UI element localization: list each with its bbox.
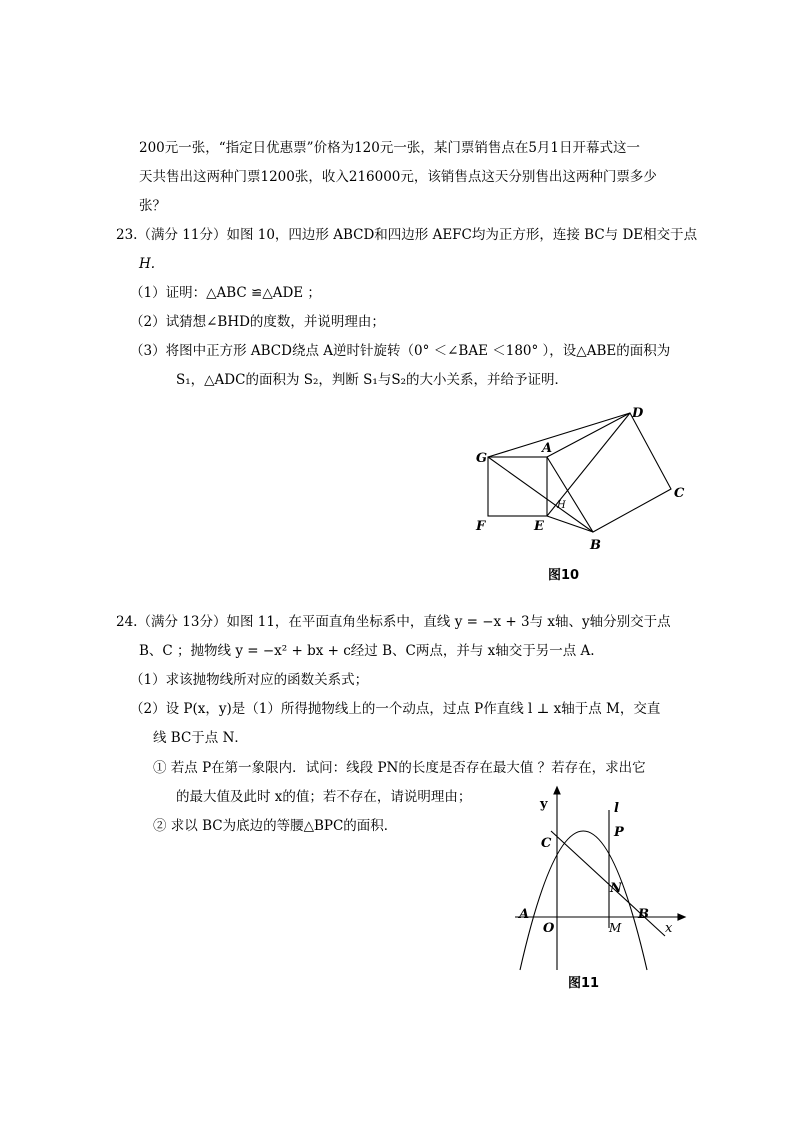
segment-eb: [547, 516, 593, 532]
problem24-part2-cont: 线 BC于点 N．: [153, 730, 248, 746]
figure-11: [510, 780, 690, 980]
label-l: l: [614, 801, 619, 816]
problem24-header: 24.（满分 13分）如图 11，在平面直角坐标系中，直线 y = −x + 3与 x轴、y轴分别交于点: [116, 614, 671, 630]
problem24-header-cont: B、C ；抛物线 y = −x² + bx + c经过 B、C两点，并与 x轴交于另一点 A.: [139, 643, 595, 659]
label-n: N: [610, 881, 622, 896]
problem24-subpart2: ② 求以 BC为底边的等腰△BPC的面积．: [153, 818, 398, 834]
label-m: M: [609, 921, 622, 935]
label-b: B: [638, 907, 649, 922]
square-aefg: [488, 457, 547, 516]
label-y: y: [540, 797, 548, 812]
label-p: P: [614, 825, 624, 840]
x-axis-arrow-icon: [678, 914, 685, 920]
label-c: C: [674, 486, 685, 501]
label-x: x: [665, 921, 673, 936]
problem24-subpart1: ① 若点 P在第一象限内．试问：线段 PN的长度是否存在最大值 ？若存在，求出它: [153, 760, 646, 776]
label-d: D: [632, 406, 644, 421]
problem23-part3: （3）将图中正方形 ABCD绕点 A逆时针旋转（0° ＜∠BAE ＜180° ），设△ABE的面积为: [130, 343, 671, 359]
square-abcd: [547, 413, 671, 532]
problem22-line3: 张？: [139, 198, 166, 214]
problem23-part3-cont: S₁，△ADC的面积为 S₂，判断 S₁与S₂的大小关系，并给予证明．: [176, 372, 569, 388]
label-b: B: [590, 538, 601, 553]
y-axis-arrow-icon: [554, 787, 560, 794]
label-a: A: [519, 907, 530, 922]
label-a: A: [542, 441, 553, 456]
label-c: C: [541, 836, 552, 851]
label-g: G: [476, 451, 488, 466]
problem23-header: 23.（满分 11分）如图 10，四边形 ABCD和四边形 AEFC均为正方形，连接 BC与 DE相交于点: [116, 227, 698, 243]
figure-11-caption: 图11: [568, 976, 600, 991]
problem22-line2: 天共售出这两种门票1200张，收入216000元，该销售点这天分别售出这两种门票多少: [139, 169, 657, 185]
label-h: H: [557, 500, 566, 511]
problem23-header-cont: H.: [139, 256, 156, 272]
parabola: [520, 831, 647, 970]
problem22-line1: 200元一张，“指定日优惠票”价格为120元一张，某门票销售点在5月1日开幕式这一: [139, 140, 641, 156]
figure-10: [460, 400, 700, 560]
label-f: F: [476, 519, 486, 534]
problem24-subpart1-cont: 的最大值及此时 x的值；若不存在，请说明理由；: [176, 789, 472, 805]
problem23-part2: （2）试猜想∠BHD的度数，并说明理由；: [130, 314, 385, 330]
problem24-part2: （2）设 P(x，y)是（1）所得抛物线上的一个动点，过点 P作直线 l ⊥ x轴于点 M，交直: [130, 701, 661, 717]
label-e: E: [534, 519, 544, 534]
problem23-part1: （1）证明：△ABC ≌△ADE ；: [130, 285, 321, 301]
label-o: O: [543, 921, 555, 936]
problem24-part1: （1）求该抛物线所对应的函数关系式；: [130, 672, 369, 688]
figure-10-caption: 图10: [548, 568, 580, 583]
